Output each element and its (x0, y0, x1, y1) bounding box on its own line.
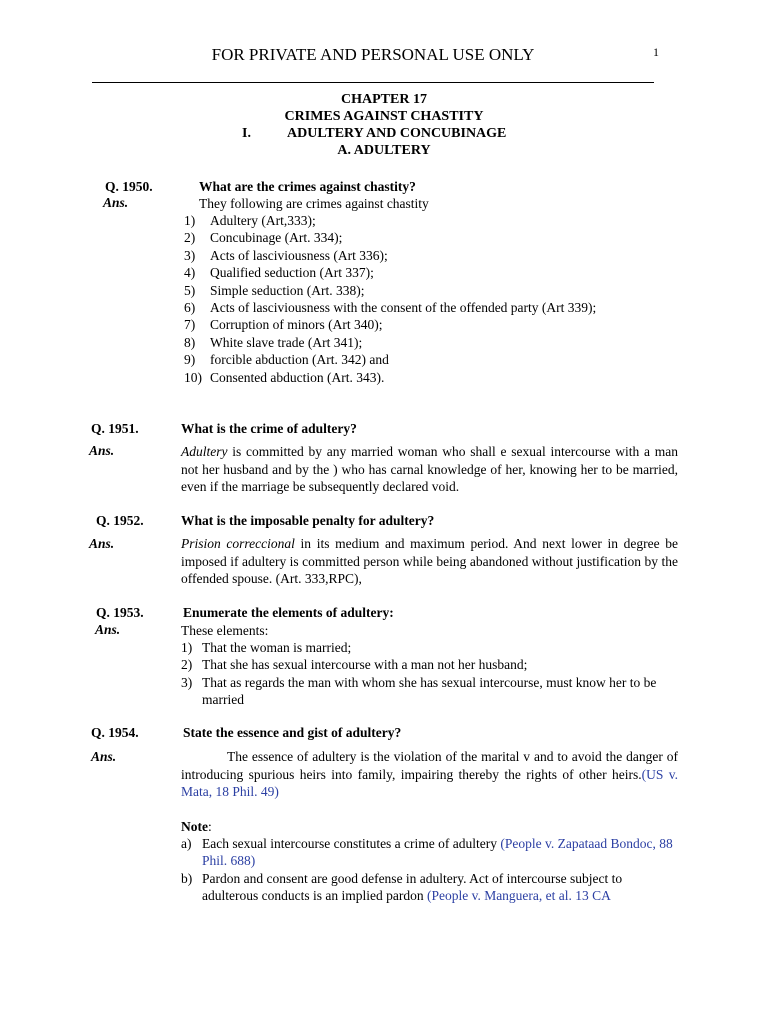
note-label: Note: (181, 819, 212, 834)
answer-text: Prision correccional in its medium and maximum period. And next lower in degree be imposed if adultery is committed person while being abandoned without justification by the offended spouse. (Art. 333,RPC), (181, 536, 678, 586)
page-number: 1 (653, 45, 659, 59)
answer-text: Adultery is committed by any married woman who shall e sexual intercourse with a man not her husband and by the ) who has carnal knowledge of her, knowing her to be married, even if the marriage be subsequently declared void. (181, 444, 678, 494)
case-citation: (People v. Zapataad Bondoc, 88 Phil. 688) (202, 836, 673, 869)
question-text: What is the crime of adultery? (181, 421, 357, 436)
question-number: Q. 1954. (91, 725, 139, 740)
header-rule (92, 82, 654, 83)
answer-label: Ans. (91, 749, 117, 764)
question-text: State the essence and gist of adultery? (183, 725, 402, 740)
elements-list (181, 639, 671, 709)
answer-label: Ans. (103, 195, 129, 210)
list-item: 9) forcible abduction (Art. 342) and (184, 352, 389, 368)
answer-term: Adultery (181, 444, 228, 459)
answer-intro: They following are crimes against chastity (199, 196, 429, 211)
list-item: 2) That she has sexual intercourse with a man not her husband; (181, 657, 528, 673)
answer-intro: These elements: (181, 623, 269, 638)
header-title: FOR PRIVATE AND PERSONAL USE ONLY (211, 45, 535, 64)
case-citation: (People v. Manguera, et al. 13 CA (426, 888, 611, 904)
list-item: 3) That as regards the man with whom she has sexual intercourse, must know her to be married (181, 674, 657, 708)
list-item: 10) Consented abduction (Art. 343). (184, 369, 385, 385)
list-item: b) Pardon and consent are good defense in adultery. Act of intercourse subject to adulterous conducts is an implied pardon (People v. Manguera, et al. 13 CA (181, 870, 623, 904)
list-item: 4) Qualified seduction (Art 337); (184, 265, 374, 281)
question-number: Q. 1950. (105, 179, 153, 194)
chapter-title: CRIMES AGAINST CHASTITY (284, 109, 484, 124)
answer-label: Ans. (89, 443, 115, 458)
question-number: Q. 1952. (96, 513, 144, 528)
question-text: What is the imposable penalty for adultery? (181, 513, 435, 528)
section-title: ADULTERY AND CONCUBINAGE (287, 126, 507, 141)
answer-label: Ans. (89, 536, 115, 551)
list-item: 3) Acts of lasciviousness (Art 336); (184, 247, 388, 263)
answer-label: Ans. (95, 622, 121, 637)
list-item: 2) Concubinage (Art. 334); (184, 230, 343, 246)
crimes-list (184, 212, 624, 386)
section-number: I. (242, 126, 251, 141)
answer-text: The essence of adultery is the violation of the marital v and to avoid the danger of introducing spurious heirs into family, impairing thereby the rights of other heirs.(US v. Mata, 18 Phil. 49) (181, 749, 678, 799)
list-item: 7) Corruption of minors (Art 340); (184, 317, 383, 333)
case-citation: (US v. Mata, 18 Phil. 49) (181, 766, 678, 799)
question-text: Enumerate the elements of adultery: (183, 605, 394, 620)
notes-list (181, 835, 678, 905)
question-number: Q. 1951. (91, 421, 139, 436)
list-item: a) Each sexual intercourse constitutes a crime of adultery (People v. Zapataad Bondoc, 88 Phil. 688) (181, 836, 673, 869)
subsection-title: A. ADULTERY (337, 143, 431, 158)
list-item: 1) That the woman is married; (181, 640, 352, 655)
list-item: 1) Adultery (Art,333); (184, 213, 316, 228)
chapter-number: CHAPTER 17 (341, 92, 427, 107)
list-item: 6) Acts of lasciviousness with the consent of the offended party (Art 339); (184, 300, 597, 316)
list-item: 8) White slave trade (Art 341); (184, 334, 363, 350)
question-number: Q. 1953. (96, 605, 144, 620)
question-text: What are the crimes against chastity? (199, 179, 416, 194)
answer-term: Prision correccional (181, 536, 295, 551)
list-item: 5) Simple seduction (Art. 338); (184, 282, 365, 298)
